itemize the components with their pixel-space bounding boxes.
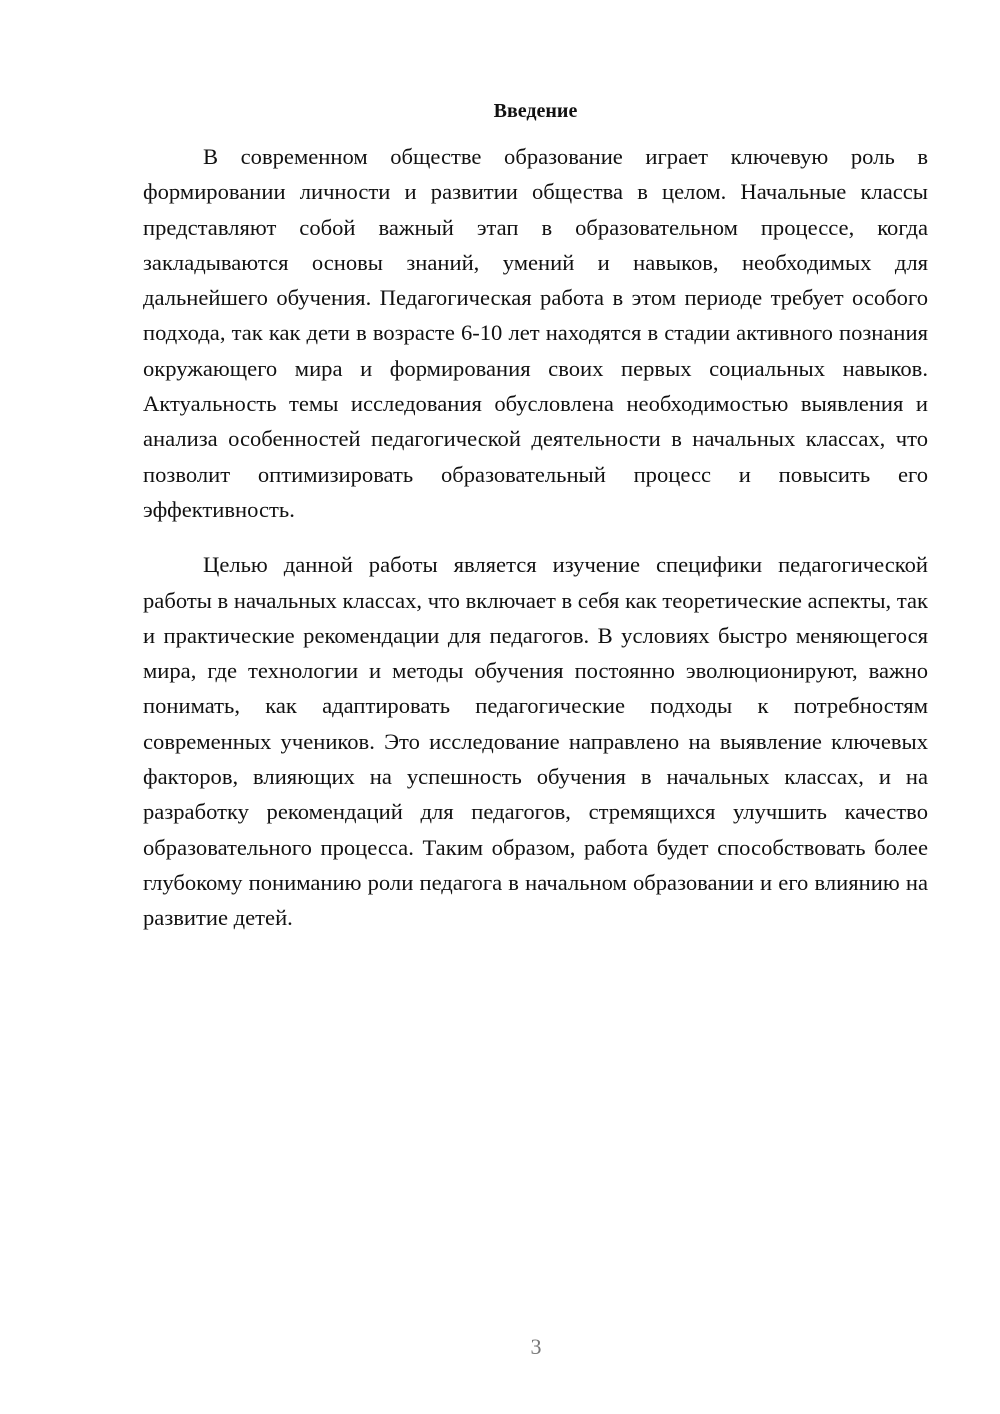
paragraph-intro: В современном обществе образование играет ключевую роль в формировании личности и развитии общества в целом. Начальные классы представляют собой важный этап в образовательном процессе, когда закладываются основы знаний, умений и навыков, необходимых для дальнейшего обучения. Педагогическая работа в этом периоде требует особого подхода, так как дети в возрасте 6-10 лет находятся в стадии активного познания окружающего мира и формирования своих первых социальных навыков. Актуальность темы исследования обусловлена необходимостью выявления и анализа особенностей педагогической деятельности в начальных классах, что позволит оптимизировать образовательный процесс и повысить его эффективность. (143, 144, 928, 522)
page-number: 3 (530, 1334, 542, 1359)
page-content (143, 97, 928, 936)
section-heading: Введение (493, 100, 578, 122)
paragraph-goal: Целью данной работы является изучение специфики педагогической работы в начальных классах, что включает в себя как теоретические аспекты, так и практические рекомендации для педагогов. В условиях быстро меняющегося мира, где технологии и методы обучения постоянно эволюционируют, важно понимать, как адаптировать педагогические подходы к потребностям современных учеников. Это исследование направлено на выявление ключевых факторов, влияющих на успешность обучения в начальных классах, и на разработку рекомендаций для педагогов, стремящихся улучшить качество образовательного процесса. Таким образом, работа будет способствовать более глубокому пониманию роли педагога в начальном образовании и его влиянию на развитие детей. (143, 552, 928, 931)
